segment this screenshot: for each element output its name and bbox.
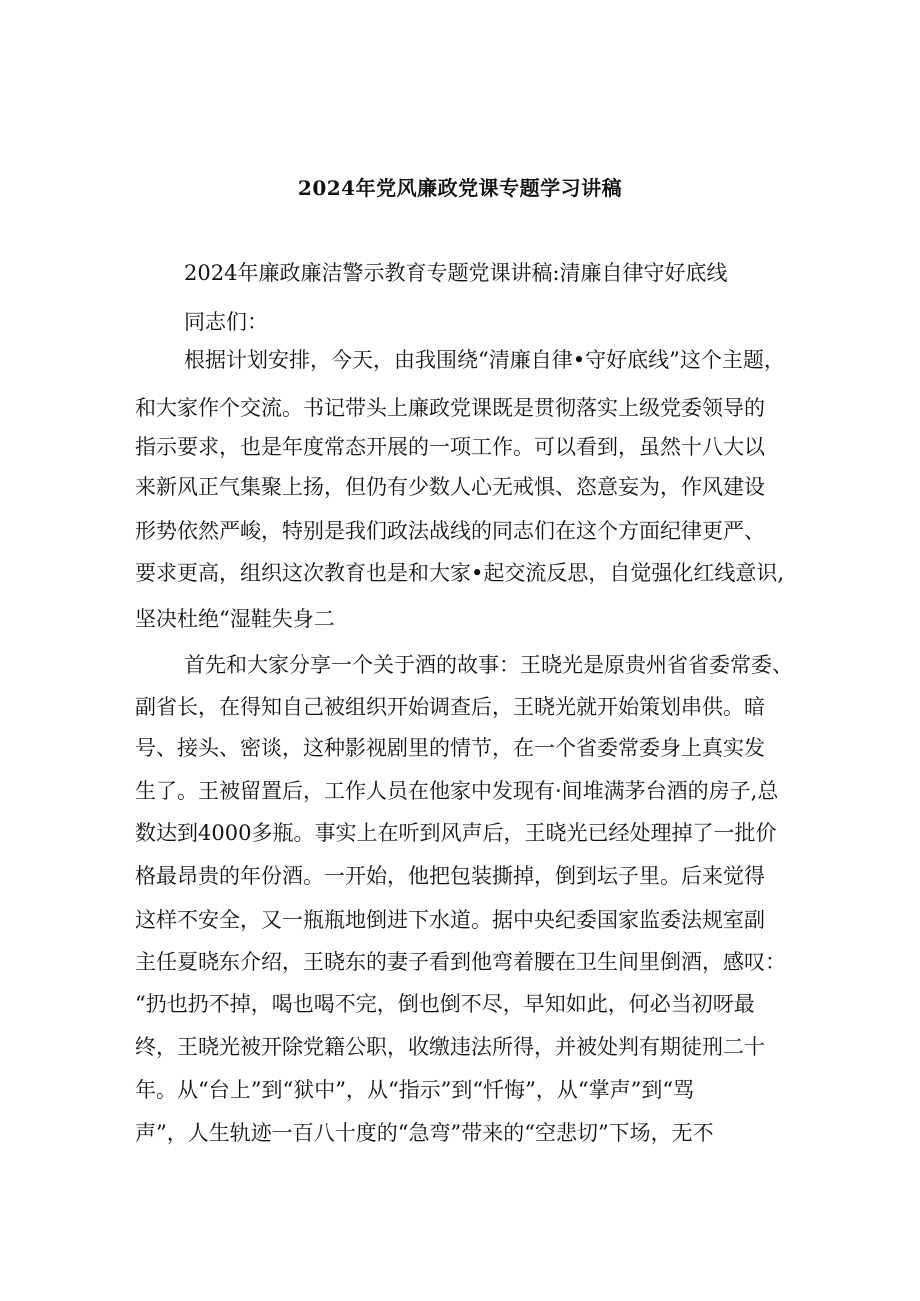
paragraph-line: 坚决杜绝“湿鞋失身二 xyxy=(135,607,335,631)
paragraph-line: 根据计划安排，今天，由我围绕“清廉自律•守好底线”这个主题， xyxy=(184,348,785,372)
salutation-line: 同志们： xyxy=(184,310,268,334)
paragraph-line: 来新风正气集聚上扬，但仍有少数人心无戒惧、恣意妄为，作风建设 xyxy=(135,475,765,499)
paragraph-line: 形势依然严峻，特别是我们政法战线的同志们在这个方面纪律更严、 xyxy=(135,519,765,543)
paragraph-line: 副省长，在得知自己被组织开始调查后，王晓光就开始策划串供。暗 xyxy=(135,695,765,719)
subtitle-line: 2024年廉政廉洁警示教育专题党课讲稿:清廉自律守好底线 xyxy=(184,261,728,285)
paragraph-line: 主任夏晓东介绍，王晓东的妻子看到他弯着腰在卫生间里倒酒，感叹： xyxy=(135,950,786,974)
paragraph-line: 指示要求，也是年度常态开展的一项工作。可以看到，虽然十八大以 xyxy=(135,435,765,459)
paragraph-line: 生了。王被留置后，工作人员在他家中发现有·间堆满茅台酒的房子,总 xyxy=(135,779,779,803)
document-title: 2024年党风廉政党课专题学习讲稿 xyxy=(297,176,623,200)
paragraph-line: 声”，人生轨迹一百八十度的“急弯”带来的“空悲切”下场，无不 xyxy=(135,1121,714,1145)
paragraph-line: 号、接头、密谈，这种影视剧里的情节，在一个省委常委身上真实发 xyxy=(135,736,765,760)
paragraph-line: 要求更高，组织这次教育也是和大家•起交流反思，自觉强化红线意识, xyxy=(135,561,785,585)
paragraph-line: 这样不安全，又一瓶瓶地倒进下水道。据中央纪委国家监委法规室副 xyxy=(135,908,765,932)
paragraph-line: 终，王晓光被开除党籍公职，收缴违法所得，并被处判有期徒刑二十 xyxy=(135,1035,765,1059)
paragraph-line: 年。从“台上”到“狱中”，从“指示”到“忏悔”，从“掌声”到“骂 xyxy=(135,1078,695,1102)
paragraph-line: 格最昂贵的年份酒。一开始，他把包装撕掉，倒到坛子里。后来觉得 xyxy=(135,864,765,888)
paragraph-line: 和大家作个交流。书记带头上廉政党课既是贯彻落实上级党委领导的 xyxy=(135,396,765,420)
paragraph-line: “扔也扔不掉，喝也喝不完，倒也倒不尽，早知如此，何必当初呀最 xyxy=(135,992,755,1016)
paragraph-line: 数达到4000多瓶。事实上在听到风声后，王晓光已经处理掉了一批价 xyxy=(135,821,777,845)
paragraph-line: 首先和大家分享一个关于酒的故事：王晓光是原贵州省省委常委、 xyxy=(184,653,793,677)
